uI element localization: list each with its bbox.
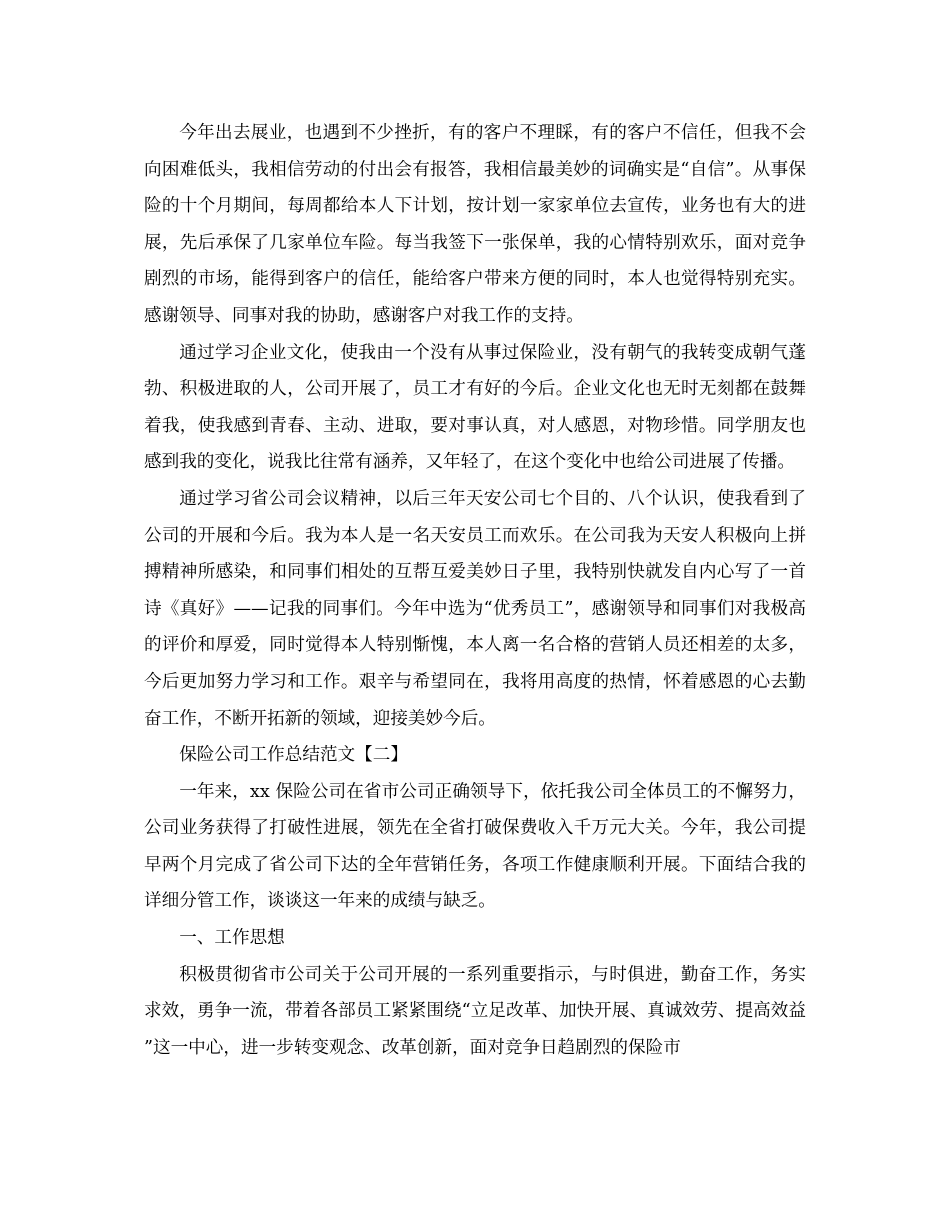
paragraph-annual-overview: 一年来，xx 保险公司在省市公司正确领导下，依托我公司全体员工的不懈努力，公司业务获得了打破性进展，领先在全省打破保费收入千万元大关。今年，我公司提早两个月完成了省公司下达的全年营销任务，各项工作健康顺利开展。下面结合我的详细分管工作，谈谈这一年来的成绩与缺乏。 bbox=[144, 781, 806, 912]
document-page bbox=[144, 115, 806, 1066]
subheading-work-thinking: 一、工作思想 bbox=[179, 928, 285, 949]
paragraph-work-thinking: 积极贯彻省市公司关于公司开展的一系列重要指示，与时俱进，勤奋工作，务实求效，勇争一流，带着各部员工紧紧围绕“立足改革、加快开展、真诚效劳、提高效益”这一中心，进一步转变观念、改革创新，面对竞争日趋剧烈的保险市 bbox=[144, 964, 806, 1058]
section-heading-sample-two: 保险公司工作总结范文【二】 bbox=[179, 745, 408, 766]
paragraph-expanding-business: 今年出去展业，也遇到不少挫折，有的客户不理睬，有的客户不信任，但我不会向困难低头，我相信劳动的付出会有报答，我相信最美妙的词确实是“自信”。从事保险的十个月期间，每周都给本人下计划，按计划一家家单位去宣传，业务也有大的进展，先后承保了几家单位车险。每当我签下一张保单，我的心情特别欢乐，面对竞争剧烈的市场，能得到客户的信任，能给客户带来方便的同时，本人也觉得特别充实。感谢领导、同事对我的协助，感谢客户对我工作的支持。 bbox=[144, 123, 806, 326]
paragraph-corporate-culture: 通过学习企业文化，使我由一个没有从事过保险业，没有朝气的我转变成朝气蓬勃、积极进取的人，公司开展了，员工才有好的今后。企业文化也无时无刻都在鼓舞着我，使我感到青春、主动、进取，要对事认真，对人感恩，对物珍惜。同学朋友也感到我的变化，说我比往常有涵养，又年轻了，在这个变化中也给公司进展了传播。 bbox=[144, 342, 806, 473]
paragraph-meeting-spirit: 通过学习省公司会议精神，以后三年天安公司七个目的、八个认识，使我看到了公司的开展和今后。我为本人是一名天安员工而欢乐。在公司我为天安人积极向上拼搏精神所感染，和同事们相处的互帮互爱美妙日子里，我特别快就发自内心写了一首诗《真好》——记我的同事们。今年中选为“优秀员工”，感谢领导和同事们对我极高的评价和厚爱，同时觉得本人特别惭愧，本人离一名合格的营销人员还相差的太多，今后更加努力学习和工作。艰辛与希望同在，我将用高度的热情，怀着感恩的心去勤奋工作，不断开拓新的领域，迎接美妙今后。 bbox=[144, 488, 806, 729]
